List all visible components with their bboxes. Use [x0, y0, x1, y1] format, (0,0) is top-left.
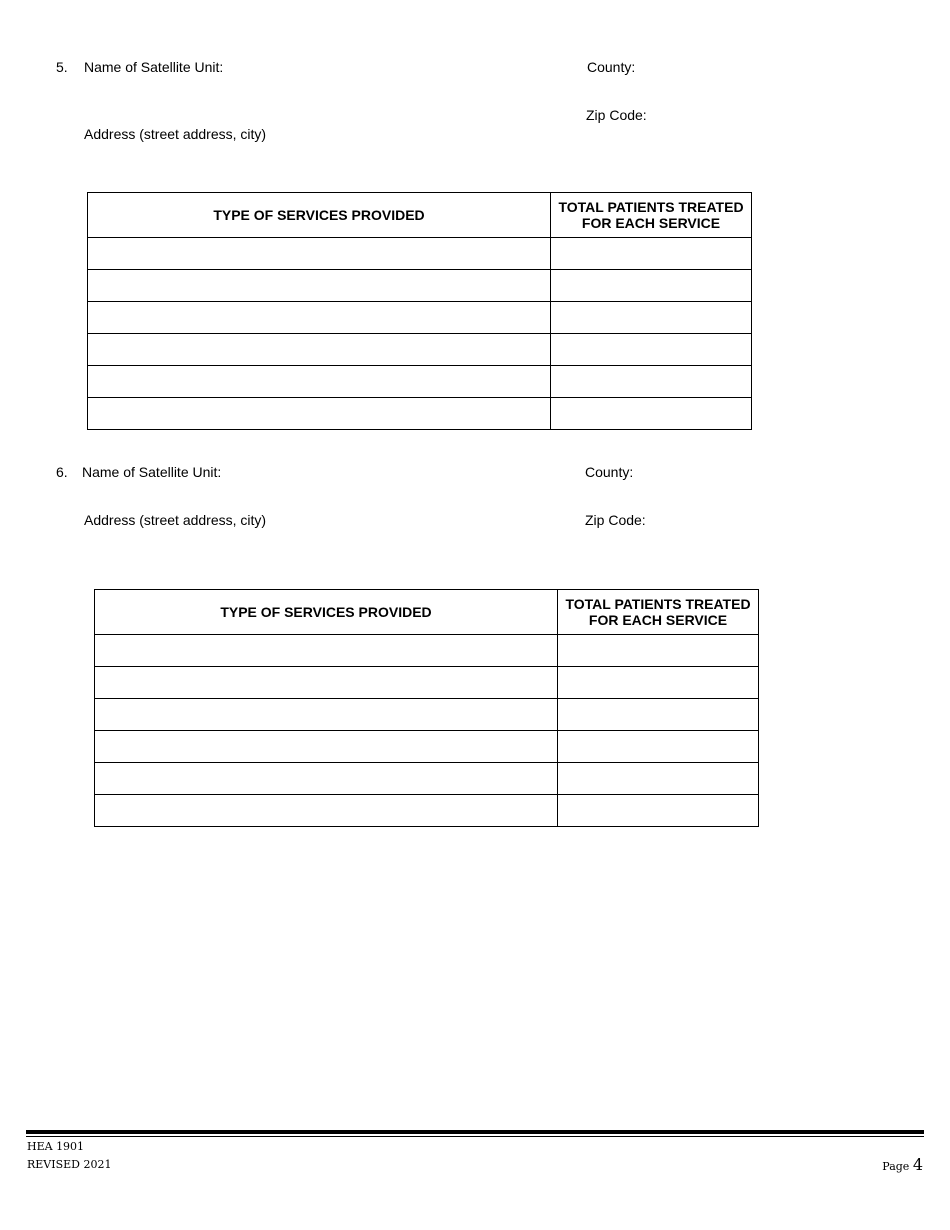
col-header-total-patients: TOTAL PATIENTS TREATED FOR EACH SERVICE [551, 193, 752, 238]
page-number [882, 1155, 923, 1174]
service-cell[interactable] [95, 667, 558, 699]
col-header-services: TYPE OF SERVICES PROVIDED [88, 193, 551, 238]
service-input[interactable] [95, 795, 557, 826]
service-cell[interactable] [95, 795, 558, 827]
service-input[interactable] [88, 238, 550, 269]
col-header-total-patients: TOTAL PATIENTS TREATED FOR EACH SERVICE [558, 590, 759, 635]
service-input[interactable] [95, 763, 557, 794]
total-cell[interactable] [551, 270, 752, 302]
service-input[interactable] [95, 667, 557, 698]
service-input[interactable] [88, 334, 550, 365]
table-row [95, 667, 759, 699]
total-cell[interactable] [558, 667, 759, 699]
unit-5-address-label: Address (street address, city) [84, 126, 267, 142]
unit-6-zip-label: Zip Code: [585, 512, 646, 528]
total-cell[interactable] [551, 334, 752, 366]
total-input[interactable] [558, 635, 758, 666]
service-cell[interactable] [88, 238, 551, 270]
table-row [95, 795, 759, 827]
total-cell[interactable] [551, 366, 752, 398]
total-input[interactable] [551, 366, 751, 397]
unit-6-name-label: Name of Satellite Unit: [82, 464, 222, 480]
service-input[interactable] [88, 302, 550, 333]
total-cell[interactable] [558, 731, 759, 763]
total-input[interactable] [558, 795, 758, 826]
unit-5-services-table [87, 192, 752, 430]
total-cell[interactable] [551, 398, 752, 430]
service-cell[interactable] [95, 635, 558, 667]
total-input[interactable] [551, 302, 751, 333]
page-label: Page [882, 1160, 910, 1173]
unit-6-number: 6. [56, 464, 68, 480]
table-row [88, 302, 752, 334]
total-input[interactable] [558, 763, 758, 794]
service-input[interactable] [95, 731, 557, 762]
total-input[interactable] [551, 398, 751, 429]
total-input[interactable] [558, 699, 758, 730]
unit-5-zip-label: Zip Code: [586, 107, 647, 123]
col-header-services: TYPE OF SERVICES PROVIDED [95, 590, 558, 635]
service-cell[interactable] [95, 731, 558, 763]
total-input[interactable] [551, 238, 751, 269]
service-cell[interactable] [88, 334, 551, 366]
total-cell[interactable] [558, 699, 759, 731]
total-cell[interactable] [558, 635, 759, 667]
table-row [88, 270, 752, 302]
table-row [95, 731, 759, 763]
table-header-row [88, 193, 752, 238]
service-input[interactable] [95, 699, 557, 730]
footer-rule-thin [26, 1136, 924, 1137]
unit-6-services-table [94, 589, 759, 827]
table-row [95, 699, 759, 731]
table-row [95, 763, 759, 795]
service-input[interactable] [88, 270, 550, 301]
table-row [88, 334, 752, 366]
total-input[interactable] [551, 270, 751, 301]
service-cell[interactable] [95, 699, 558, 731]
page-number-value: 4 [912, 1155, 923, 1174]
service-cell[interactable] [95, 763, 558, 795]
unit-5-name-label: Name of Satellite Unit: [84, 59, 224, 75]
service-cell[interactable] [88, 366, 551, 398]
service-cell[interactable] [88, 398, 551, 430]
table-row [88, 398, 752, 430]
total-input[interactable] [551, 334, 751, 365]
unit-5-number: 5. [56, 59, 68, 75]
total-input[interactable] [558, 731, 758, 762]
footer-rule-thick [26, 1130, 924, 1134]
total-cell[interactable] [551, 302, 752, 334]
table-header-row [95, 590, 759, 635]
table-row [88, 238, 752, 270]
unit-6-address-label: Address (street address, city) [84, 512, 267, 528]
unit-6-county-label: County: [585, 464, 634, 480]
footer-revised: REVISED 2021 [27, 1158, 112, 1171]
table-row [88, 366, 752, 398]
service-input[interactable] [95, 635, 557, 666]
total-cell[interactable] [558, 795, 759, 827]
footer-form-id: HEA 1901 [27, 1140, 85, 1153]
service-cell[interactable] [88, 270, 551, 302]
total-input[interactable] [558, 667, 758, 698]
service-input[interactable] [88, 398, 550, 429]
table-row [95, 635, 759, 667]
service-input[interactable] [88, 366, 550, 397]
total-cell[interactable] [551, 238, 752, 270]
unit-5-county-label: County: [587, 59, 636, 75]
total-cell[interactable] [558, 763, 759, 795]
service-cell[interactable] [88, 302, 551, 334]
